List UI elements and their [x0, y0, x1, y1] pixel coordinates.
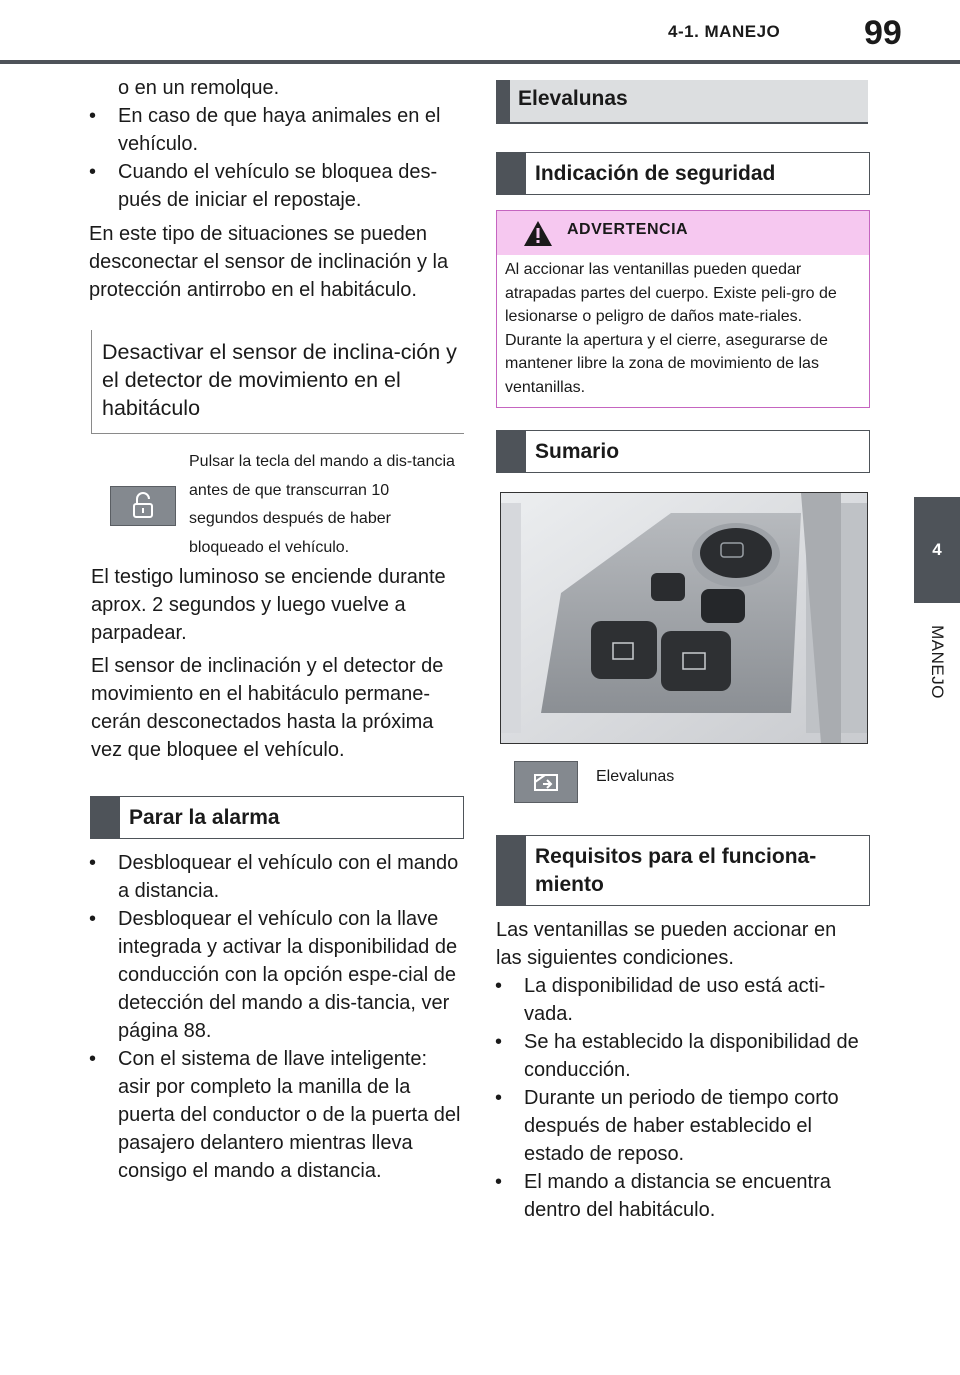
list-item: • Cuando el vehículo se bloquea des-pués de iniciar el repostaje.: [89, 158, 459, 214]
bullet-list-requirements: [495, 972, 867, 1224]
warning-title: ADVERTENCIA: [567, 221, 689, 238]
section-heading-text: Sumario: [535, 439, 620, 463]
lock-instruction: Pulsar la tecla del mando a dis-tancia antes de que transcurran 10 segundos después de haber bloqueado el vehículo.: [189, 453, 455, 556]
lock-key: [110, 486, 176, 526]
section-heading-text: Elevalunas: [518, 87, 628, 110]
warning-box: [496, 210, 870, 408]
section-heading-windows: [496, 80, 868, 124]
section-heading-text: Indicación de seguridad: [535, 161, 776, 185]
chapter-title: 4-1. MANEJO: [668, 22, 781, 41]
list-item: • Se ha establecido la disponibilidad de conducción.: [495, 1028, 867, 1084]
bullet-list-top: [89, 102, 459, 214]
paragraph: El sensor de inclinación y el detector de movimiento en el habitáculo permane-cerán desconectados hasta la próxima vez que bloquee el vehículo.: [91, 655, 444, 761]
page-number: 99: [864, 14, 902, 52]
section-heading-requirements: [496, 835, 870, 906]
window-switch-panel-photo: [500, 492, 868, 744]
list-item: • El mando a distancia se encuentra dentro del habitáculo.: [495, 1168, 867, 1224]
list-item: • Desbloquear el vehículo con el mando a distancia.: [89, 849, 461, 905]
window-switch-label: Elevalunas: [596, 768, 675, 785]
section-heading-safety: [496, 152, 870, 195]
paragraph: Las ventanillas se pueden accionar en las siguientes condiciones.: [496, 919, 837, 969]
list-item: • En caso de que haya animales en el vehículo.: [89, 102, 459, 158]
warning-text: Al accionar las ventanillas pueden quedar atrapadas partes del cuerpo. Existe peli-gro de lesionarse o peligro de daños mate-riales. Durante la apertura y el cierre, asegurarse de mantener libre la zona de movimiento de las ventanillas.: [505, 261, 837, 396]
chapter-tab-label: MANEJO: [928, 625, 947, 699]
window-switch-icon: [515, 762, 577, 802]
section-heading-summary: [496, 430, 870, 473]
section-heading-text: Requisitos para el funciona-miento: [535, 844, 817, 896]
window-switch-key: [514, 761, 578, 803]
list-item: • Desbloquear el vehículo con la llave integrada y activar la disponibilidad de conducción con la opción espe-cial de detección del mando a dis-tancia, ver página 88.: [89, 905, 461, 1045]
bullet-list-alarm: [89, 849, 461, 1185]
chapter-tab-number: 4: [914, 497, 960, 603]
list-item: • La disponibilidad de uso está acti-vada.: [495, 972, 867, 1028]
subsection-heading: [91, 330, 464, 434]
section-heading-text: Parar la alarma: [129, 805, 280, 829]
paragraph: En este tipo de situaciones se pueden desconectar el sensor de inclinación y la protección antirrobo en el habitáculo.: [89, 223, 449, 301]
list-item: • Con el sistema de llave inteligente: asir por completo la manilla de la puerta del conductor o de la puerta del pasajero delantero mientras lleva consigo el mando a distancia.: [89, 1045, 461, 1185]
chapter-tab: [914, 612, 960, 712]
subsection-heading-text: Desactivar el sensor de inclina-ción y el detector de movimiento en el habitáculo: [102, 340, 457, 420]
lock-icon: [111, 487, 175, 525]
header-rule: [0, 60, 960, 64]
continuation-text: o en un remolque.: [118, 77, 280, 99]
section-heading-stop-alarm: [90, 796, 464, 839]
list-item: • Durante un periodo de tiempo corto después de haber establecido el estado de reposo.: [495, 1084, 867, 1168]
warning-triangle-icon: [523, 220, 553, 247]
paragraph: El testigo luminoso se enciende durante aprox. 2 segundos y luego vuelve a parpadear.: [91, 566, 446, 644]
